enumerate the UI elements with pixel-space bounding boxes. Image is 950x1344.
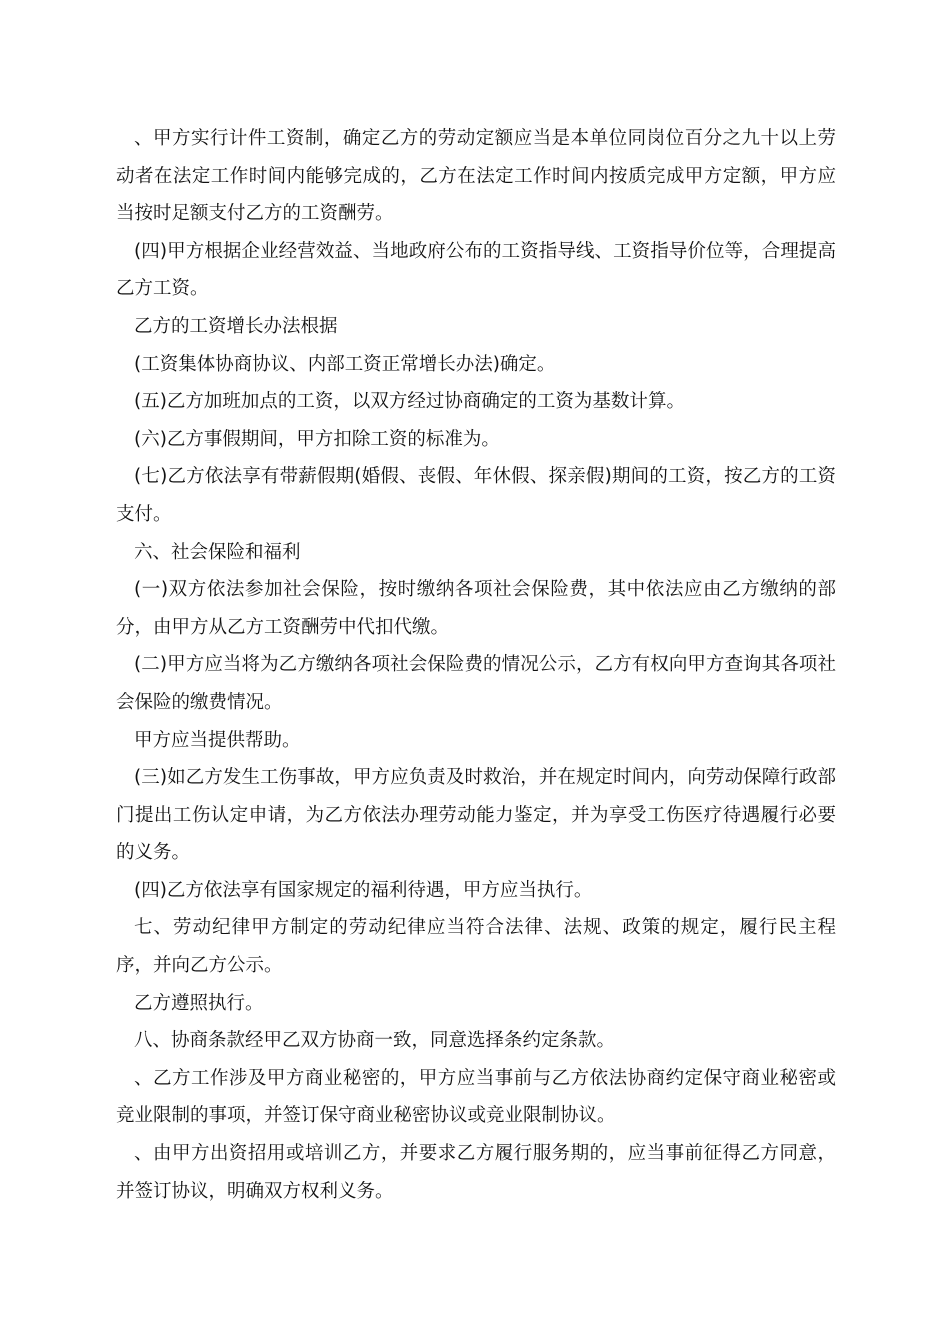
paragraph-insurance-participation: (一)双方依法参加社会保险，按时缴纳各项社会保险费，其中依法应由乙方缴纳的部分，由甲方从乙方工资酬劳中代扣代缴。 bbox=[116, 579, 836, 638]
paragraph-comply: 乙方遵照执行。 bbox=[134, 992, 264, 1014]
paragraph-work-injury: (三)如乙方发生工伤事故，甲方应负责及时救治，并在规定时间内，向劳动保障行政部门提出工伤认定申请，为乙方依法办理劳动能力鉴定，并为享受工伤医疗待遇履行必要的义务。 bbox=[116, 767, 836, 864]
paragraph-leave-deduction: (六)乙方事假期间，甲方扣除工资的标准为。 bbox=[134, 428, 500, 450]
paragraph-assistance: 甲方应当提供帮助。 bbox=[134, 729, 301, 751]
section-heading-labor-discipline: 七、劳动纪律甲方制定的劳动纪律应当符合法律、法规、政策的规定，履行民主程序，并向乙方公示。 bbox=[116, 917, 836, 977]
section-heading-social-insurance: 六、社会保险和福利 bbox=[134, 541, 301, 563]
section-heading-negotiated-terms: 八、协商条款经甲乙双方协商一致，同意选择条约定条款。 bbox=[134, 1030, 616, 1052]
paragraph-insurance-disclosure: (二)甲方应当将为乙方缴纳各项社会保险费的情况公示，乙方有权向甲方查询其各项社会保险的缴费情况。 bbox=[116, 654, 836, 713]
paragraph-piece-rate-wage: 、甲方实行计件工资制，确定乙方的劳动定额应当是本单位同岗位百分之九十以上劳动者在法定工作时间内能够完成的，乙方在法定工作时间内按质完成甲方定额，甲方应当按时足额支付乙方的工资酬劳。 bbox=[116, 128, 836, 225]
paragraph-wage-increase: (四)甲方根据企业经营效益、当地政府公布的工资指导线、工资指导价位等，合理提高乙方工资。 bbox=[116, 240, 836, 300]
paragraph-wage-growth-basis: 乙方的工资增长办法根据 bbox=[134, 315, 338, 337]
paragraph-service-period: 、由甲方出资招用或培训乙方，并要求乙方履行服务期的，应当事前征得乙方同意，并签订协议，明确双方权利义务。 bbox=[116, 1143, 836, 1202]
paragraph-overtime-wage: (五)乙方加班加点的工资，以双方经过协商确定的工资为基数计算。 bbox=[134, 391, 685, 413]
paragraph-welfare: (四)乙方依法享有国家规定的福利待遇，甲方应当执行。 bbox=[134, 879, 593, 901]
document-body bbox=[116, 120, 836, 1210]
paragraph-trade-secret: 、乙方工作涉及甲方商业秘密的，甲方应当事前与乙方依法协商约定保守商业秘密或竞业限制的事项，并签订保守商业秘密协议或竞业限制协议。 bbox=[116, 1067, 836, 1127]
paragraph-wage-growth-method: (工资集体协商协议、内部工资正常增长办法)确定。 bbox=[134, 353, 556, 375]
paragraph-paid-leave-wage: (七)乙方依法享有带薪假期(婚假、丧假、年休假、探亲假)期间的工资，按乙方的工资支付。 bbox=[116, 466, 836, 525]
